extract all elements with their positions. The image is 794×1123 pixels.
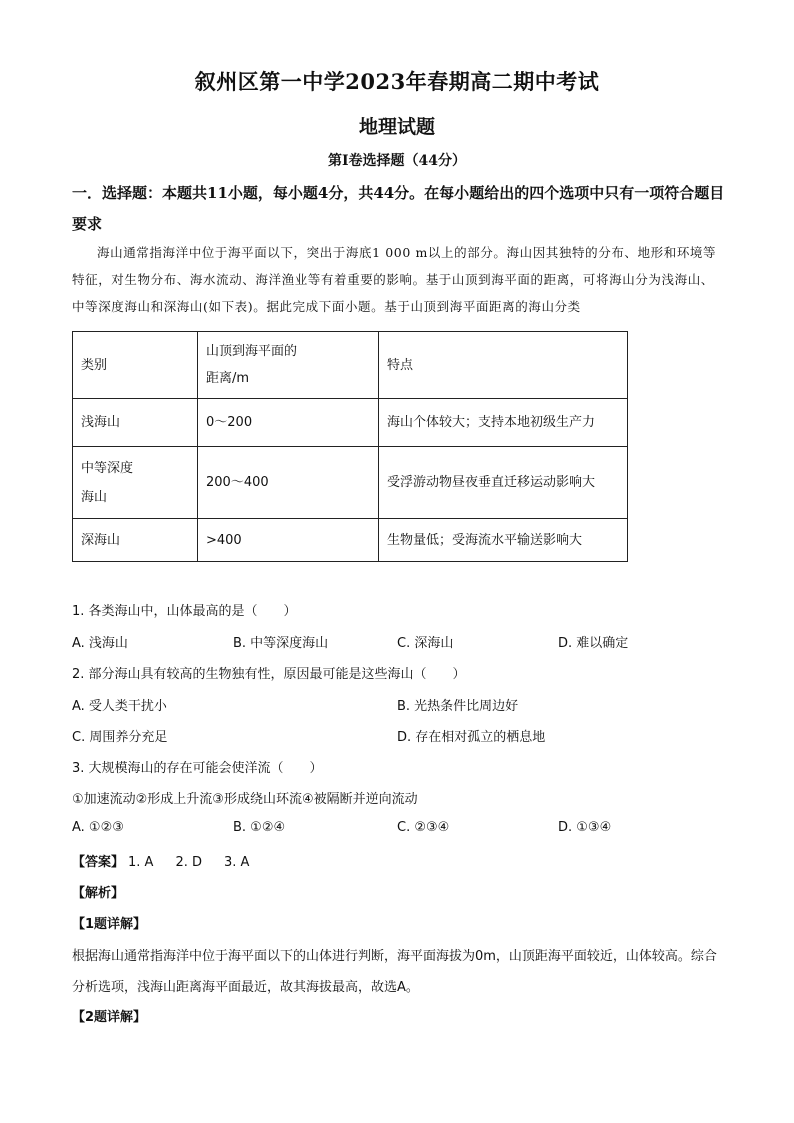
question-2-option-c: C. 周围养分充足 (72, 730, 168, 745)
question-3-option-c: C. ②③④ (397, 820, 450, 835)
answer-line (72, 851, 267, 870)
analysis-tag: 【解析】 (72, 886, 125, 901)
question-1-option-c: C. 深海山 (397, 636, 454, 651)
table-header-cell: 类别 (73, 332, 198, 399)
table-cell: 受浮游动物昼夜垂直迁移运动影响大 (379, 447, 628, 519)
question-3-option-a: A. ①②③ (72, 820, 124, 835)
table-cell: 深海山 (73, 519, 198, 562)
table-row (73, 447, 628, 519)
table-header-row (73, 332, 628, 399)
question-3-option-d: D. ①③④ (558, 820, 612, 835)
answer-item: 2. D (175, 855, 202, 870)
table-header-text: 山顶到海平面的距离/m (206, 344, 298, 386)
question-1-option-a: A. 浅海山 (72, 636, 128, 651)
table-cell (73, 447, 198, 519)
volume-heading: 第I卷选择题（44分） (327, 153, 467, 169)
question-2-option-b: B. 光热条件比周边好 (397, 699, 519, 714)
section-heading: 一．选择题：本题共11小题，每小题4分，共44分。在每小题给出的四个选项中只有一项符合题目要求 (72, 184, 725, 233)
table-cell: 海山个体较大；支持本地初级生产力 (379, 399, 628, 447)
table-header-cell (198, 332, 379, 399)
answer-item: 3. A (224, 855, 250, 870)
table-header-cell: 特点 (379, 332, 628, 399)
question-2-option-d: D. 存在相对孤立的栖息地 (397, 730, 546, 745)
exam-subtitle: 地理试题 (358, 116, 435, 138)
question-2-option-a: A. 受人类干扰小 (72, 699, 167, 714)
seamount-table (72, 331, 628, 562)
table-cell: 200～400 (198, 447, 379, 519)
table-cell: 浅海山 (73, 399, 198, 447)
table-cell: 0～200 (198, 399, 379, 447)
question-1-option-b: B. 中等深度海山 (233, 636, 329, 651)
question-3-statements: ①加速流动②形成上升流③形成绕山环流④被隔断并逆向流动 (72, 792, 418, 807)
table-cell-text: 中等深度海山 (81, 460, 134, 505)
answer-item: 1. A (128, 855, 154, 870)
question-3-stem: 3. 大规模海山的存在可能会使洋流（ ） (72, 761, 323, 776)
exam-title: 叙州区第一中学2023年春期高二期中考试 (194, 69, 600, 94)
table-row (73, 399, 628, 447)
q1-detail-body: 根据海山通常指海洋中位于海平面以下的山体进行判断，海平面海拔为0m，山顶距海平面较近，山体较高。综合分析选项，浅海山距离海平面最近，故其海拔最高，故选A。 (72, 949, 717, 995)
q2-detail-heading: 【2题详解】 (72, 1010, 147, 1025)
question-1-stem: 1. 各类海山中，山体最高的是（ ） (72, 604, 297, 619)
answer-tag: 【答案】 (72, 855, 125, 870)
question-1-option-d: D. 难以确定 (558, 636, 629, 651)
table-row (73, 519, 628, 562)
table-cell: 生物量低；受海流水平输送影响大 (379, 519, 628, 562)
question-2-stem: 2. 部分海山具有较高的生物独有性，原因最可能是这些海山（ ） (72, 667, 466, 682)
q1-detail-heading: 【1题详解】 (72, 917, 147, 932)
table-cell: >400 (198, 519, 379, 562)
question-3-option-b: B. ①②④ (233, 820, 286, 835)
reading-passage: 海山通常指海洋中位于海平面以下，突出于海底1 000 m以上的部分。海山因其独特的分布、地形和环境等特征，对生物分布、海水流动、海洋渔业等有着重要的影响。基于山顶到海平面的距离，可将海山分为浅海山、中等深度海山和深海山(如下表)。据此完成下面小题。基于山顶到海平面距离的海山分类 (72, 245, 717, 314)
